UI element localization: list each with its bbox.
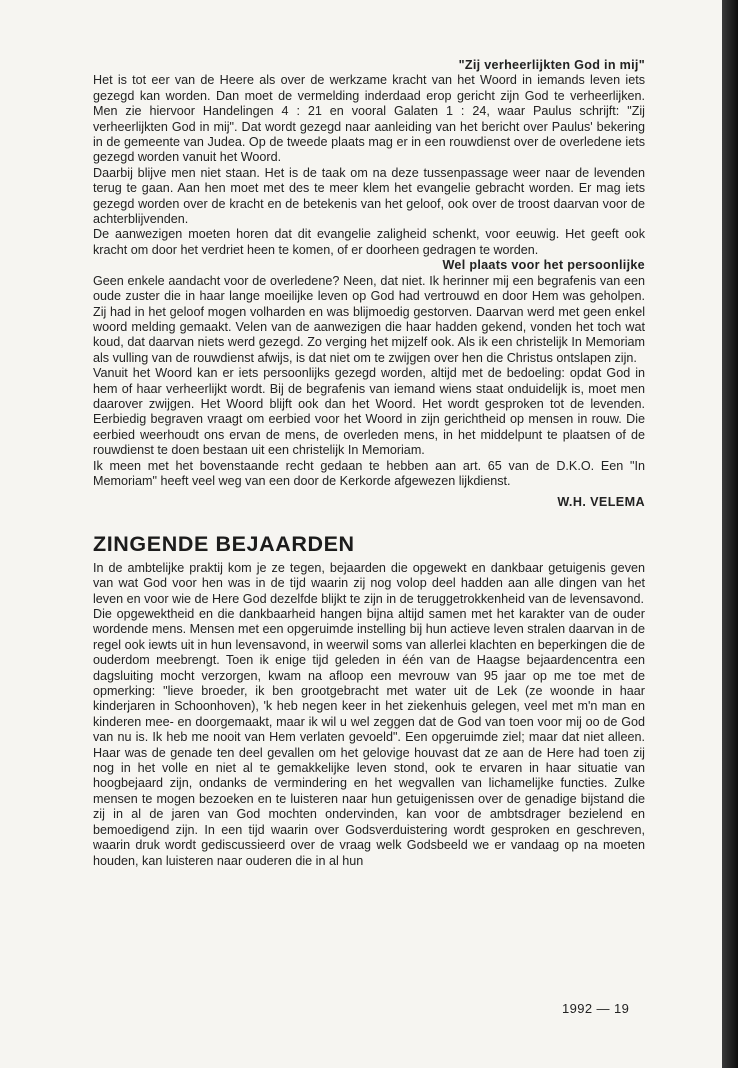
paragraph: Het is tot eer van de Heere als over de werkzame kracht van het Woord in iemands leven iets gezegd kan worden. Dan moet de vermelding inderdaad erop gericht zijn God te verheerlijken. Men zie hiervoor Handelingen 4 : 21 en vooral Galaten 1 : 24, waar Paulus schrijft: "Zij verheerlijkten God in mij". Dat wordt gezegd naar aanleiding van het bericht over Paulus' bekering in de gemeente van Judea. Op de tweede plaats mag er in een rouwdienst over de overledene iets gezegd worden vanuit het Woord. [93, 73, 645, 165]
paragraph: Vanuit het Woord kan er iets persoonlijks gezegd worden, altijd met de bedoeling: opdat God in hem of haar verheerlijkt wordt. Bij de begrafenis van iemand wiens staat onduidelijk is, moet men daarover zwijgen. Het Woord blijft ook dan het Woord. Het wordt gesproken tot de levenden. Eerbiedig begraven vraagt om eerbied voor het Woord in zijn gerichtheid op mensen in rouw. Die eerbied weerhoudt ons ervan de mens, de overleden mens, in het middelpunt te plaatsen of de rouwdienst te doen bestaan uit een christelijk In Memoriam. [93, 366, 645, 458]
page-number: 1992 — 19 [562, 1001, 630, 1016]
paragraph: In de ambtelijke praktij kom je ze tegen, bejaarden die opgewekt en dankbaar getuigenis geven van wat God voor hen was in de tijd waarin zij nog volop deel hadden aan alle dingen van het leven en voor wie de Here God dezelfde blijkt te zijn in de teruggetrokkenheid van de levensavond. [93, 560, 645, 606]
paragraph: Geen enkele aandacht voor de overledene? Neen, dat niet. Ik herinner mij een begrafenis van een oude zuster die in haar lange moeilijke leven op God had vertrouwd en door Hem was geholpen. Zij had in het geloof mogen volharden en was blijmoedig gestorven. Daarvan werd met geen enkel woord melding gemaakt. Velen van de aanwezigen die haar hadden gekend, vonden het toch wat koud, dat daarvan niets werd gezegd. Zo verging het mijzelf ook. Als ik een christelijk In Memoriam als vulling van de rouwdienst afwijs, is dat niet om te zwijgen over hen die Christus ontslapen zijn. [93, 273, 645, 365]
paragraph: Daarbij blijve men niet staan. Het is de taak om na deze tussenpassage weer naar de levenden terug te gaan. Aan hen moet met des te meer klem het evangelie gebracht worden. Er mag iets gezegd worden over de kracht en de betekenis van het geloof, ook over de troost daarvan voor de achterblijvenden. [93, 165, 645, 227]
author-signature: W.H. VELEMA [557, 495, 645, 510]
article-title: ZINGENDE BEJAARDEN [93, 531, 355, 556]
subheading-verheerlijkten: "Zij verheerlijkten God in mij" [458, 58, 645, 72]
paragraph: De aanwezigen moeten horen dat dit evangelie zaligheid schenkt, voor eeuwig. Het geeft ook kracht om door het verdriet heen te komen, of er doorheen gedragen te worden. [93, 227, 645, 257]
paragraph: Ik meen met het bovenstaande recht gedaan te hebben aan art. 65 van de D.K.O. Een "In Memoriam" heeft veel weg van een door de Kerkorde afgewezen lijkdienst. [93, 458, 645, 488]
subheading-persoonlijke: Wel plaats voor het persoonlijke [442, 258, 645, 273]
paragraph: Die opgewektheid en die dankbaarheid hangen bijna altijd samen met het karakter van de ouder wordende mens. Mensen met een opgeruimde instelling bij hun actieve leven stralen daarvan in de regel ook iewts uit in hun levensavond, in weerwil soms van allerlei klachten en beperkingen die de ouderdom meebrengt. Toen ik enige tijd geleden in één van de Haagse bejaardencentra een dagsluiting mocht verzorgen, kwam na afloop een mevrouw van 95 jaar op me toe met de opmerking: "lieve broeder, ik ben grootgebracht met water uit de Lek (ze woonde in haar kinderjaren in Schoonhoven), 'k heb negen keer in het ziekenhuis gelegen, veel met m'n man en kinderen mee- en doorgemaakt, maar ik wil u wel zeggen dat de God van toen voor mij oo de God van nu is. Ik heb me nooit van Hem verlaten gevoeld". Een opgeruimde ziel; maar dat niet alleen. Haar was de genade ten deel gevallen om het gelovige houvast dat ze aan de Here had toen zij nog in het volle en niet al te gemakkelijke leven stond, ook te ervaren in haar situatie van hoogbejaard zijn, ondanks de vermindering en het wegvallen van lichamelijke functies. Zulke mensen te mogen bezoeken en te luisteren naar hun getuigenissen over de genadige bijstand die zij in al de jaren van God mochten ondervinden, kan voor de ambtsdrager bezielend en bemoedigend zijn. In een tijd waarin over Godsverduistering wordt gesproken en geschreven, waarin druk wordt gediscussieerd over de vraag welk Godsbeeld we er vandaag op na moeten houden, kan luisteren naar ouderen die in al hun [93, 607, 645, 868]
scan-edge [722, 0, 738, 1068]
article-body [93, 58, 645, 869]
